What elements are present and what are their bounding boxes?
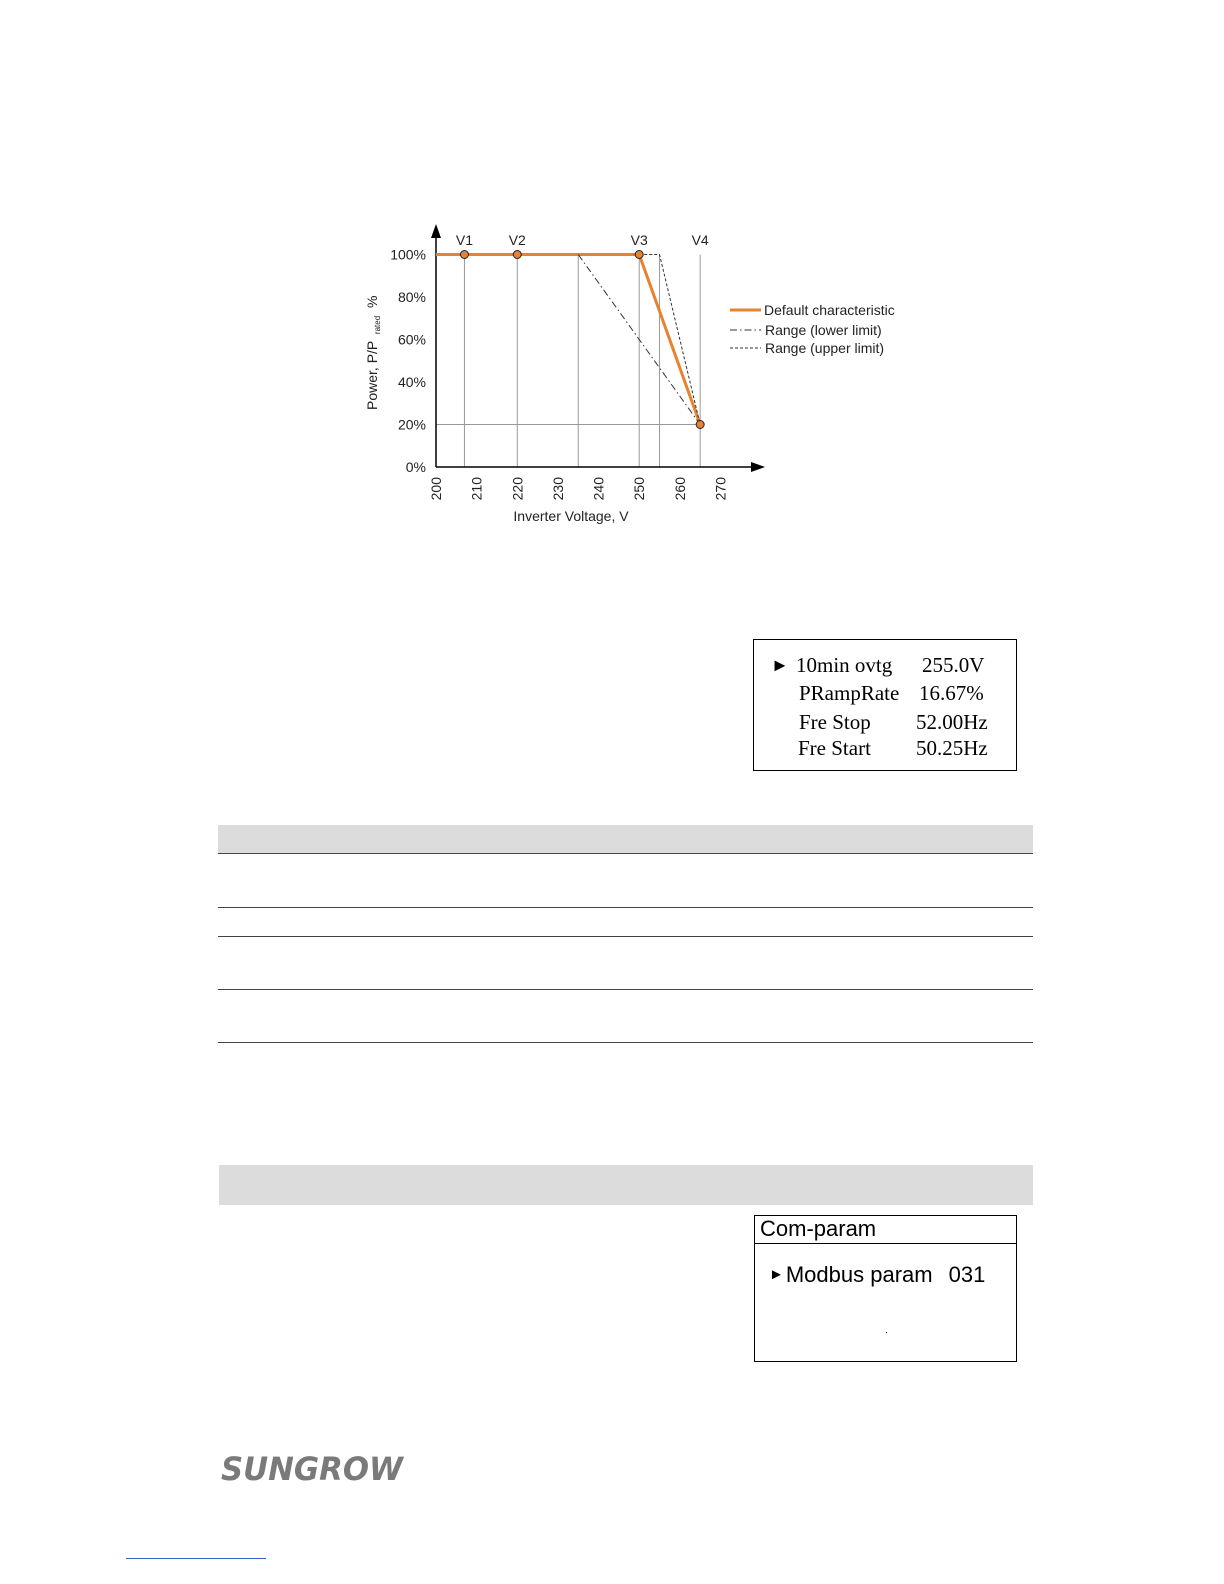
y-tick-label: 100% [390, 246, 426, 263]
chart-marker-labels [456, 232, 709, 248]
footnote-separator [126, 1558, 266, 1559]
lcd1-row-label: Fre Stop [799, 710, 871, 734]
y-tick-label: 60% [397, 331, 426, 348]
x-tick-label: 250 [631, 477, 648, 501]
y-axis-label [364, 296, 383, 410]
lcd1-row-value: 16.67% [919, 681, 984, 705]
y-axis-label-unit: % [364, 295, 380, 308]
lcd1-row-label: 10min ovtg [796, 653, 893, 677]
x-tick-label: 260 [671, 477, 688, 501]
data-point [696, 421, 704, 429]
x-tick-label: 240 [590, 477, 607, 501]
svg-text:Power, P/P rated % [364, 296, 383, 410]
y-axis-label-main: Power, P/P [364, 340, 380, 410]
series-line [436, 255, 700, 425]
table-rule [218, 907, 1033, 908]
lcd2-menu-item [769, 1262, 985, 1288]
y-tick-label: 40% [397, 374, 426, 390]
legend-label-lower: Range (lower limit) [765, 322, 882, 338]
y-tick-label: 80% [397, 289, 426, 305]
chart-legend [730, 302, 895, 356]
chart-gridlines [436, 255, 700, 468]
x-axis-arrow [751, 462, 765, 472]
data-point [635, 251, 643, 259]
lcd1-row-arrow: ► [771, 655, 789, 675]
lcd1-row-value: 50.25Hz [916, 736, 988, 760]
lcd2-item-value: 031 [948, 1262, 986, 1287]
lcd2-dot [886, 1332, 887, 1333]
lcd1-row-value: 255.0V [922, 653, 985, 677]
legend-item-default [730, 302, 895, 318]
lcd2-arrow-icon: ► [769, 1266, 784, 1283]
legend-label-upper: Range (upper limit) [765, 340, 885, 356]
x-tick-label: 210 [468, 477, 485, 501]
table-header-band [218, 825, 1033, 853]
data-point [513, 251, 521, 259]
marker-label: V4 [691, 232, 709, 248]
y-axis-label-sub: rated [373, 315, 382, 335]
legend-item-lower [730, 322, 882, 338]
marker-label: V2 [508, 232, 526, 248]
lcd1-row-label: PRampRate [799, 681, 900, 705]
lcd-com-param [754, 1215, 1017, 1362]
lcd2-item-label: Modbus param [785, 1262, 933, 1287]
y-axis-arrow [431, 224, 441, 238]
x-tick-label: 230 [549, 477, 566, 501]
table-rule [218, 936, 1033, 937]
table-rule [218, 989, 1033, 990]
data-point [460, 251, 468, 259]
chart-ticks [390, 247, 728, 501]
marker-label: V1 [455, 232, 474, 248]
marker-label: V3 [630, 232, 648, 248]
legend-label-default: Default characteristic [764, 302, 895, 318]
y-tick-label: 0% [405, 459, 426, 475]
power-voltage-chart [340, 220, 920, 540]
chart-axes [431, 224, 765, 472]
table-rule [218, 853, 1033, 854]
lcd1-row-label: Fre Start [798, 736, 871, 760]
y-tick-label: 20% [397, 416, 426, 433]
x-tick-label: 270 [712, 477, 729, 501]
table-rule [218, 1042, 1033, 1043]
lcd-protection-params [753, 639, 1017, 771]
chart-points [460, 251, 704, 429]
lcd1-row-value: 52.00Hz [916, 710, 988, 734]
x-tick-label: 200 [428, 477, 444, 501]
x-tick-label: 220 [509, 477, 526, 501]
section-header-band [219, 1165, 1033, 1205]
chart-series [436, 255, 700, 425]
lcd2-title: Com-param [755, 1216, 1016, 1244]
sungrow-logo [221, 1452, 405, 1484]
x-axis-label: Inverter Voltage, V [513, 508, 629, 524]
logo-text: SUNGROW [221, 1452, 405, 1484]
legend-item-upper [730, 340, 884, 356]
